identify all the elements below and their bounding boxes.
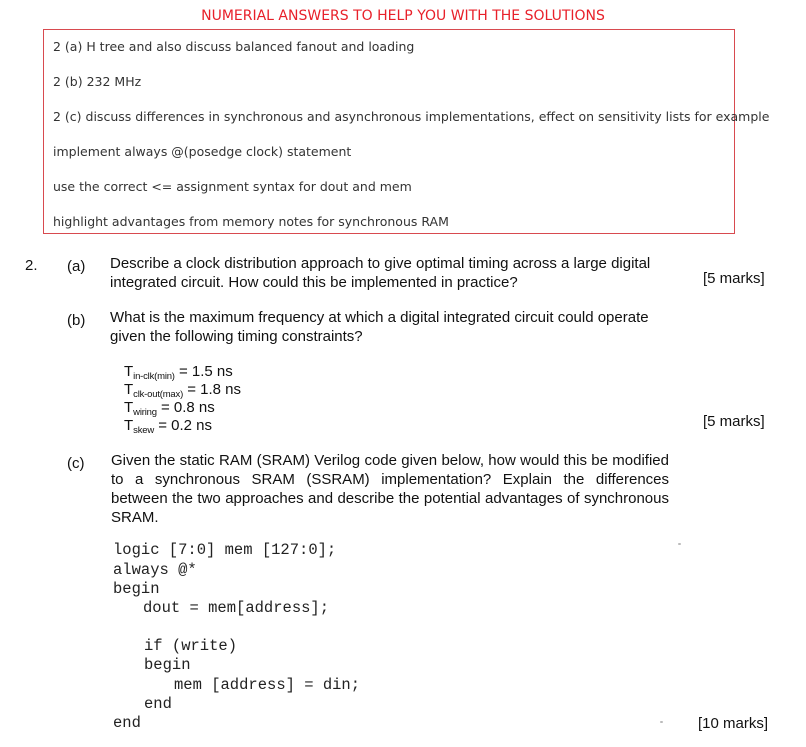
code-line-6: begin xyxy=(144,656,191,674)
part-b-marks: [5 marks] xyxy=(703,413,765,430)
part-b-label: (b) xyxy=(67,312,86,329)
answer-line-always: implement always @(posedge clock) statement xyxy=(53,144,352,159)
code-line-8: end xyxy=(144,695,172,713)
part-c-label: (c) xyxy=(67,455,85,472)
code-line-9: end xyxy=(113,714,141,732)
question-number: 2. xyxy=(25,257,38,274)
part-a-marks: [5 marks] xyxy=(703,270,765,287)
answer-line-advantages: highlight advantages from memory notes for synchronous RAM xyxy=(53,214,449,229)
code-line-4: dout = mem[address]; xyxy=(143,599,330,617)
constraint-clk-out: $T_{clk-out(max)} = 1.8$ ns xyxy=(124,381,241,400)
answers-box xyxy=(43,29,770,234)
answer-line-assignment: use the correct <= assignment syntax for dout and mem xyxy=(53,179,412,194)
constraint-in-clk: $T_{in-clk(min)} = 1.5$ ns xyxy=(124,363,233,382)
code-line-7: mem [address] = din; xyxy=(174,676,361,694)
scan-speck xyxy=(660,721,663,723)
code-line-2: always @* xyxy=(113,561,197,579)
banner-title: NUMERIAL ANSWERS TO HELP YOU WITH THE SOLUTIONS xyxy=(201,8,605,24)
code-line-5: if (write) xyxy=(144,637,238,655)
answer-line-2c: 2 (c) discuss differences in synchronous and asynchronous implementations, effect on sensitivity lists for example xyxy=(53,109,770,124)
constraint-skew: $T_{skew} = 0.2$ ns xyxy=(124,417,212,436)
part-a-label: (a) xyxy=(67,258,86,275)
part-c-text: Given the static RAM (SRAM) Verilog code given below, how would this be modified to a synchronous SRAM (SSRAM) implementation? Explain the differences between the two approaches and describe the potential advantages of synchronous SRAM. xyxy=(111,452,669,526)
part-b-text: What is the maximum frequency at which a digital integrated circuit could operate given the following timing constraints? xyxy=(110,309,649,345)
answer-line-2b: 2 (b) 232 MHz xyxy=(53,74,142,89)
constraint-wiring: $T_{wiring} = 0.8$ ns xyxy=(124,399,215,418)
code-line-3: begin xyxy=(113,580,160,598)
part-c-marks: [10 marks] xyxy=(698,715,769,732)
part-a-text: Describe a clock distribution approach to give optimal timing across a large digital integrated circuit. How could this be implemented in practice? xyxy=(110,255,651,291)
answer-line-2a: 2 (a) H tree and also discuss balanced fanout and loading xyxy=(53,39,415,54)
code-line-1: logic [7:0] mem [127:0]; xyxy=(113,541,337,559)
scan-speck xyxy=(678,543,681,545)
